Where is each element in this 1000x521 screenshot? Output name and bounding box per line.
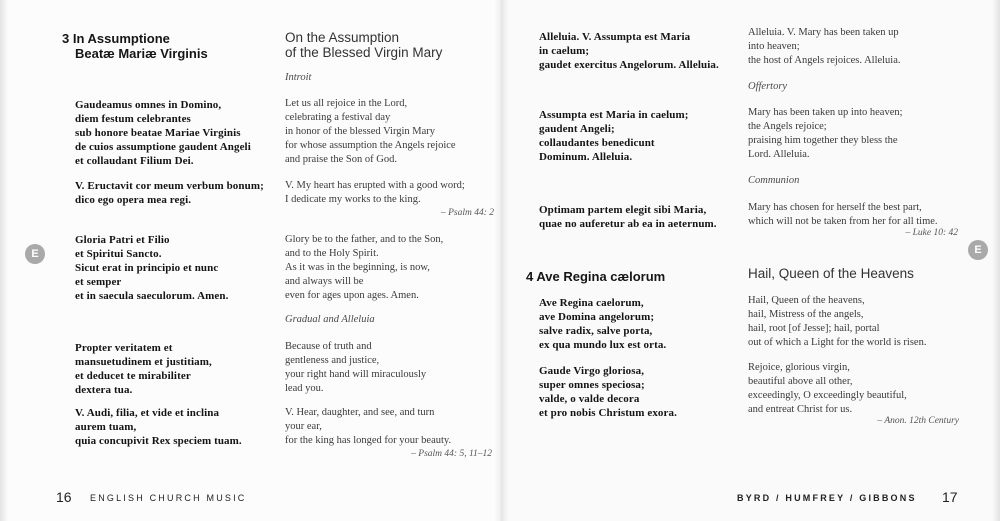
book-gutter xyxy=(494,0,510,521)
heading-number: 4 xyxy=(526,269,534,284)
english-heading: Hail, Queen of the Heavens xyxy=(748,266,914,281)
latin-paragraph: Propter veritatem et mansuetudinem et justitiam, et deducet te mirabiliter dextera tua. xyxy=(75,342,212,396)
section-label-introit: Introit xyxy=(285,72,312,83)
latin-paragraph: V. Eructavit cor meum verbum bonum; dico ego opera mea regi. xyxy=(75,180,264,206)
latin-paragraph: Assumpta est Maria in caelum; gaudent Angeli; collaudantes benedicunt Dominum. Alleluia. xyxy=(539,109,689,163)
english-paragraph: Alleluia. V. Mary has been taken up into heaven; the host of Angels rejoices. Alleluia. xyxy=(748,27,901,66)
page-number: 16 xyxy=(56,489,72,505)
heading-line-1: In Assumptione xyxy=(72,31,170,46)
latin-paragraph: Optimam partem elegit sibi Maria, quae no auferetur ab ea in aeternum. xyxy=(539,204,717,230)
citation: – Psalm 44: 2 xyxy=(440,208,494,218)
right-page xyxy=(500,0,1000,521)
citation: – Anon. 12th Century xyxy=(877,416,959,426)
latin-paragraph: Gloria Patri et Filio et Spiritui Sancto. Sicut erat in principio et nunc et semper et in saecula saeculorum. Amen. xyxy=(75,234,229,302)
english-heading-line-1: On the Assumption xyxy=(285,30,400,45)
page-number: 17 xyxy=(942,489,958,505)
page-edge xyxy=(0,0,8,521)
english-heading-line-2: of the Blessed Virgin Mary xyxy=(285,45,443,60)
section-label-communion: Communion xyxy=(748,175,800,186)
heading-number: 3 xyxy=(62,31,70,46)
citation: – Luke 10: 42 xyxy=(905,228,958,238)
latin-heading-3 xyxy=(62,31,170,46)
section-label-gradual: Gradual and Alleluia xyxy=(285,314,375,325)
latin-paragraph: Ave Regina caelorum, ave Domina angelorum; salve radix, salve porta, ex qua mundo lux est orta. xyxy=(539,297,667,351)
english-paragraph: Because of truth and gentleness and justice, your right hand will miraculously lead you. xyxy=(285,341,427,394)
citation: – Psalm 44: 5, 11–12 xyxy=(411,449,492,459)
english-paragraph: Mary has chosen for herself the best part, which will not be taken from her for all time. xyxy=(748,202,938,227)
page-edge xyxy=(992,0,1000,521)
english-paragraph: Let us all rejoice in the Lord, celebrating a festival day in honor of the blessed Virgin Mary for whose assumption the Angels rejoice and praise the Son of God. xyxy=(285,98,456,165)
english-paragraph: Glory be to the father, and to the Son, and to the Holy Spirit. As it was in the beginning, is now, and always will be even for ages upon ages. Amen. xyxy=(285,234,444,301)
latin-paragraph: Gaude Virgo gloriosa, super omnes speciosa; valde, o valde decora et pro nobis Christum exora. xyxy=(539,365,677,419)
english-paragraph: Hail, Queen of the heavens, hail, Mistress of the angels, hail, root [of Jesse]; hail, portal out of which a Light for the world is risen. xyxy=(748,295,927,348)
section-label-offertory: Offertory xyxy=(748,81,788,92)
latin-heading-4 xyxy=(526,269,665,284)
english-paragraph: V. My heart has erupted with a good word; I dedicate my works to the king. xyxy=(285,180,465,205)
english-paragraph: V. Hear, daughter, and see, and turn your ear, for the king has longed for your beauty. xyxy=(285,407,452,446)
latin-heading-line-2: Beatæ Mariæ Virginis xyxy=(75,46,208,61)
running-title: BYRD / HUMFREY / GIBBONS xyxy=(737,493,917,503)
latin-paragraph: Gaudeamus omnes in Domino, diem festum celebrantes sub honore beatae Mariae Virginis de cuios assumptione gaudent Angeli et collaudant Filium Dei. xyxy=(75,99,251,167)
running-title: ENGLISH CHURCH MUSIC xyxy=(90,493,247,503)
latin-paragraph: V. Audi, filia, et vide et inclina aurem tuam, quia concupivit Rex speciem tuam. xyxy=(75,407,242,447)
english-paragraph: Mary has been taken up into heaven; the Angels rejoice; praising him together they bless the Lord. Alleluia. xyxy=(748,107,903,160)
e-badge-icon: E xyxy=(968,240,988,260)
latin-paragraph: Alleluia. V. Assumpta est Maria in caelum; gaudet exercitus Angelorum. Alleluia. xyxy=(539,31,719,71)
heading-text: Ave Regina cælorum xyxy=(536,269,666,284)
e-badge-icon: E xyxy=(25,244,45,264)
english-paragraph: Rejoice, glorious virgin, beautiful above all other, exceedingly, O exceedingly beautiful, and entreat Christ for us. xyxy=(748,362,907,415)
